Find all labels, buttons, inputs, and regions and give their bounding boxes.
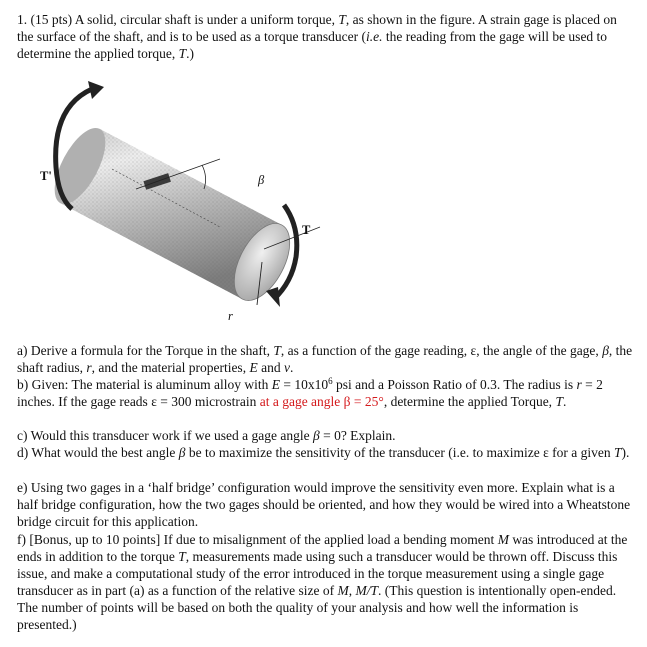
shaft-diagram <box>52 77 352 327</box>
part-f: f) [Bonus, up to 10 points] If due to misalignment of the applied load a bending moment M was introduced at the ends in addition to the torque T, measurements made using such a transducer would be thrown off. Discuss this issue, and make a computational study of the error introduced in the torque measurement using a single gage transducer as in part (a) as a function of the relative size of M, M/T. (This question is intentionally open-ended. The number of points will be based on both the quality of your analysis and how well the information is presented.) <box>17 532 628 632</box>
label-beta: β <box>258 173 265 187</box>
part-e: e) Using two gages in a ‘half bridge’ configuration would improve the sensitivity even more. Explain what is a half bridge configuration, how the two gages should be oriented, and how they would be wired into a Wheatstone bridge circuit for this application. <box>17 480 631 529</box>
label-T-prime: T' <box>40 169 52 183</box>
label-T: T <box>302 223 311 237</box>
question-number: 1. <box>17 12 28 27</box>
highlighted-gage-angle: at a gage angle β = 25° <box>259 393 384 409</box>
question-intro: 1. (15 pts) A solid, circular shaft is under a uniform torque, T, as shown in the figure. A strain gage is placed on the surface of the shaft, and is to be used as a torque transducer (i.e. the reading from the gage will be used to determine the applied torque, T.) <box>17 12 617 61</box>
part-d: d) What would the best angle β be to maximize the sensitivity of the transducer (i.e. to maximize ε for a given T). <box>17 445 630 460</box>
label-r: r <box>228 309 233 323</box>
part-b: b) Given: The material is aluminum alloy with $E = 10x10^6$ psi and a Poisson Ratio of 0.3. The radius is r = 2 inches. If the gage reads ε = 300 microstrain at a gage angle β = 25°, determine the applied Torque, T. <box>17 376 603 409</box>
part-c: c) Would this transducer work if we used a gage angle β = 0? Explain. <box>17 428 396 443</box>
part-a: a) Derive a formula for the Torque in the shaft, T, as a function of the gage reading, ε, the angle of the gage, β, the shaft radius, r, and the material properties, E and ν. <box>17 343 633 375</box>
question-points: (15 pts) <box>30 12 73 27</box>
shaft-figure <box>40 77 352 327</box>
